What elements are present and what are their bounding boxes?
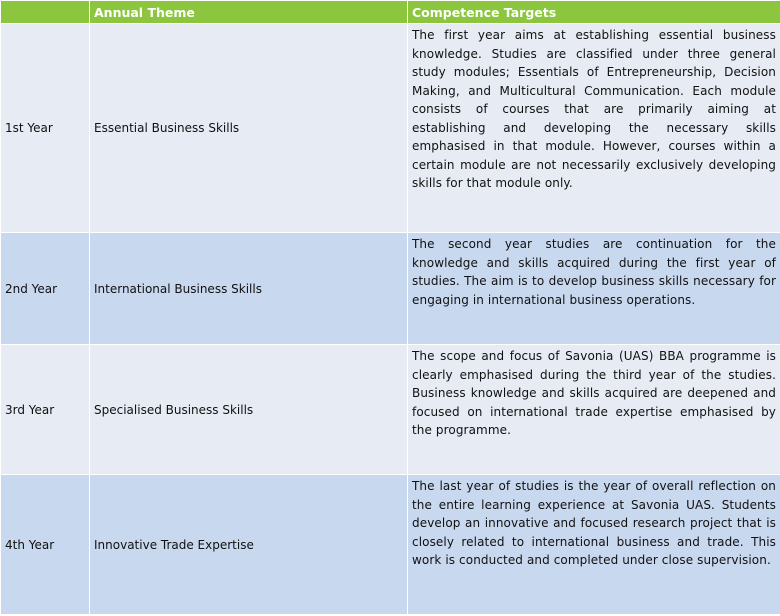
theme-cell: International Business Skills	[90, 233, 408, 345]
table-row-2nd-year	[1, 233, 780, 345]
competence-targets-cell: The first year aims at establishing essential business knowledge. Studies are classified under three general study modules; Essentials of Entrepreneurship, Decision Making, and Multicultural Communication. Each module consists of courses that are primarily aiming at establishing and developing the necessary skills emphasised in that module. However, courses within a certain module are not necessarily exclusively developing skills for that module only.	[408, 24, 780, 233]
annual-theme-column-header: Annual Theme	[90, 1, 408, 24]
year-cell: 1st Year	[1, 24, 90, 233]
year-column-header	[1, 1, 90, 24]
table-row-1st-year	[1, 24, 780, 233]
table-row-3rd-year	[1, 345, 780, 475]
competence-targets-cell: The second year studies are continuation for the knowledge and skills acquired during the first year of studies. The aim is to develop business skills necessary for engaging in international business operations.	[408, 233, 780, 345]
theme-cell: Innovative Trade Expertise	[90, 475, 408, 615]
year-cell: 2nd Year	[1, 233, 90, 345]
competence-targets-cell: The last year of studies is the year of overall reflection on the entire learning experience at Savonia UAS. Students develop an innovative and focused research project that is closely related to international business and trade. This work is conducted and completed under close supervision.	[408, 475, 780, 615]
competence-targets-column-header: Competence Targets	[408, 1, 780, 24]
theme-cell: Specialised Business Skills	[90, 345, 408, 475]
table-row-4th-year	[1, 475, 780, 615]
year-cell: 4th Year	[1, 475, 90, 615]
year-cell: 3rd Year	[1, 345, 90, 475]
competence-targets-cell: The scope and focus of Savonia (UAS) BBA programme is clearly emphasised during the third year of the studies. Business knowledge and skills acquired are deepened and focused on international trade expertise emphasised by the programme.	[408, 345, 780, 475]
theme-cell: Essential Business Skills	[90, 24, 408, 233]
table-header-row	[1, 1, 780, 24]
